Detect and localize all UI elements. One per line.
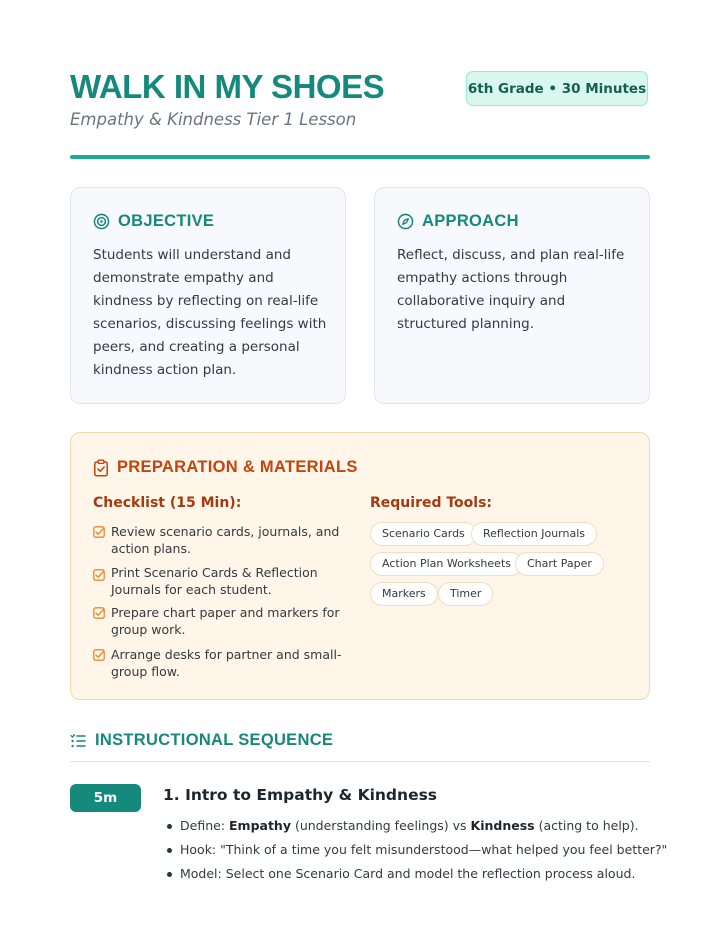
tool-chip: Markers	[370, 582, 438, 606]
checklist-item-text: Print Scenario Cards & Reflection Journals for each student.	[111, 565, 318, 597]
step-item	[163, 814, 643, 838]
term-kindness: Kindness	[470, 818, 535, 833]
checklist-item	[93, 523, 358, 557]
tool-chip: Scenario Cards	[370, 522, 477, 546]
objective-text: Students will understand and demonstrate empathy and kindness by reflecting on real-life scenarios, discussing feelings with peers, and creating a personal kindness action plan.	[93, 247, 327, 378]
objective-heading: OBJECTIVE	[118, 212, 215, 230]
tools-list	[370, 522, 630, 612]
tool-chip: Timer	[438, 582, 493, 606]
grade-duration-badge: 6th Grade • 30 Minutes	[466, 71, 648, 106]
tool-chip: Reflection Journals	[471, 522, 597, 546]
tool-chip: Action Plan Worksheets	[370, 552, 523, 576]
clipboard-check-icon	[93, 459, 109, 477]
step-item: Model: Select one Scenario Card and model the reflection process aloud.	[163, 862, 643, 886]
checklist-item	[93, 564, 358, 598]
sequence-heading: INSTRUCTIONAL SEQUENCE	[95, 731, 334, 749]
term-empathy: Empathy	[229, 818, 291, 833]
approach-text: Reflect, discuss, and plan real-life empathy actions through collaborative inquiry and structured planning.	[397, 247, 625, 332]
list-icon	[70, 734, 86, 748]
compass-icon	[397, 213, 414, 230]
approach-header	[397, 212, 519, 231]
checkbox-checked-icon	[93, 526, 105, 538]
checkbox-checked-icon	[93, 649, 105, 661]
step-item-text: (acting to help).	[534, 818, 639, 833]
target-icon	[93, 213, 110, 230]
checklist-item	[93, 604, 358, 638]
step-item-text: (understanding feelings) vs	[290, 818, 471, 833]
sequence-divider	[70, 761, 650, 762]
step-title: 1. Intro to Empathy & Kindness	[163, 786, 438, 804]
tools-label: Required Tools:	[370, 495, 493, 511]
checklist-label: Checklist (15 Min):	[93, 495, 242, 511]
objective-card	[70, 187, 346, 404]
preparation-card	[70, 432, 650, 700]
checklist-item-text: Review scenario cards, journals, and action plans.	[111, 524, 340, 556]
preparation-heading: PREPARATION & MATERIALS	[117, 458, 358, 476]
header-divider	[70, 155, 650, 159]
step-time-badge: 5m	[70, 784, 141, 812]
checklist-item-text: Prepare chart paper and markers for group work.	[111, 605, 340, 637]
preparation-header	[93, 458, 358, 477]
page-subtitle: Empathy & Kindness Tier 1 Lesson	[70, 110, 357, 129]
step-item-text: Define:	[180, 818, 229, 833]
step-item: Hook: "Think of a time you felt misunderstood—what helped you feel better?"	[163, 838, 643, 862]
checklist-item-text: Arrange desks for partner and small-group flow.	[111, 647, 342, 679]
page-title: WALK IN MY SHOES	[70, 68, 385, 105]
checkbox-checked-icon	[93, 569, 105, 581]
sequence-header	[70, 731, 333, 750]
tool-chip: Chart Paper	[515, 552, 604, 576]
checklist-item	[93, 646, 358, 680]
step-list	[163, 814, 668, 886]
checkbox-checked-icon	[93, 607, 105, 619]
approach-card	[374, 187, 650, 404]
objective-header	[93, 212, 214, 231]
approach-heading: APPROACH	[422, 212, 519, 230]
